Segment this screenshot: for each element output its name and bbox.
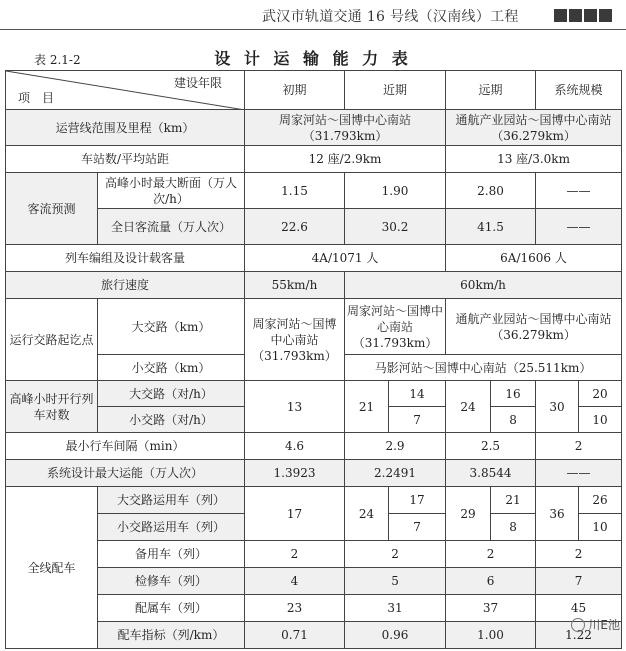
label-peak-flow: 高峰小时最大断面（万人次/h）	[98, 173, 245, 209]
small-route-rest: 马影河站～国博中心南站（25.511km）	[345, 355, 622, 381]
range-early-near: 周家河站～国博中心南站（31.793km）	[245, 110, 446, 146]
row-flow-daily	[6, 209, 622, 245]
big-route-early: 周家河站～国博中心南站（31.793km）	[245, 299, 345, 381]
table-title: 设 计 运 输 能 力 表	[214, 49, 412, 68]
fleet-far-small: 8	[491, 514, 536, 541]
col-near: 近期	[345, 71, 446, 110]
col-sys: 系统规模	[536, 71, 622, 110]
headway-sys: 2	[536, 433, 622, 460]
row-flow-peak	[6, 173, 622, 209]
fleet-sys-total: 36	[536, 487, 579, 541]
index-near: 0.96	[345, 622, 446, 649]
label-small-route: 小交路（km）	[98, 355, 245, 381]
attached-far: 37	[446, 595, 536, 622]
daily-near: 30.2	[345, 209, 446, 245]
row-formation	[6, 245, 622, 272]
label-speed: 旅行速度	[6, 272, 245, 299]
headway-near: 2.9	[345, 433, 446, 460]
peak-far: 2.80	[446, 173, 536, 209]
pairs-near-small: 7	[389, 407, 446, 433]
label-pairs-big: 大交路（对/h）	[98, 381, 245, 407]
pairs-early: 13	[245, 381, 345, 433]
headway-early: 4.6	[245, 433, 345, 460]
capacity-sys: ——	[536, 460, 622, 487]
formation-early-near: 4A/1071 人	[245, 245, 446, 272]
label-pairs-small: 小交路（对/h）	[98, 407, 245, 433]
col-early: 初期	[245, 71, 345, 110]
label-attached: 配属车（列）	[98, 595, 245, 622]
pairs-sys-small: 10	[579, 407, 622, 433]
header-rule	[0, 29, 626, 30]
attached-early: 23	[245, 595, 345, 622]
label-index: 配车指标（列/km）	[98, 622, 245, 649]
group-fleet: 全线配车	[6, 487, 98, 649]
repair-early: 4	[245, 568, 345, 595]
row-stations	[6, 146, 622, 173]
header-decoration	[554, 9, 612, 22]
fleet-near-small: 7	[389, 514, 446, 541]
label-fleet-small: 小交路运用车（列）	[98, 514, 245, 541]
row-speed	[6, 272, 622, 299]
index-far: 1.00	[446, 622, 536, 649]
label-daily-flow: 全日客流量（万人次）	[98, 209, 245, 245]
row-pairs-big	[6, 381, 622, 407]
row-fleet-repair	[6, 568, 622, 595]
repair-near: 5	[345, 568, 446, 595]
repair-sys: 7	[536, 568, 622, 595]
row-range	[6, 110, 622, 146]
speed-rest: 60km/h	[345, 272, 622, 299]
label-headway: 最小行车间隔（min）	[6, 433, 245, 460]
index-early: 0.71	[245, 622, 345, 649]
capacity-early: 1.3923	[245, 460, 345, 487]
spare-near: 2	[345, 541, 446, 568]
watermark-text: 川E池	[588, 618, 620, 632]
row-headway	[6, 433, 622, 460]
row-fleet-attached	[6, 595, 622, 622]
stations-far-sys: 13 座/3.0km	[446, 146, 622, 173]
attached-near: 31	[345, 595, 446, 622]
label-fleet-big: 大交路运用车（列）	[98, 487, 245, 514]
running-header: 武汉市轨道交通 16 号线（汉南线）工程	[262, 9, 519, 25]
peak-sys: ——	[536, 173, 622, 209]
peak-near: 1.90	[345, 173, 446, 209]
fleet-early-use: 17	[245, 487, 345, 541]
capacity-far: 3.8544	[446, 460, 536, 487]
attached-sys: 45	[536, 595, 622, 622]
fleet-far-total: 29	[446, 487, 491, 541]
stations-early-near: 12 座/2.9km	[245, 146, 446, 173]
formation-far-sys: 6A/1606 人	[446, 245, 622, 272]
label-big-route: 大交路（km）	[98, 299, 245, 355]
spare-sys: 2	[536, 541, 622, 568]
table-number: 表 2.1-2	[34, 53, 81, 67]
range-far-sys: 通航产业园站～国博中心南站（36.279km）	[446, 110, 622, 146]
label-stations: 车站数/平均站距	[6, 146, 245, 173]
capacity-table	[5, 70, 622, 649]
label-range: 运营线范围及里程（km）	[6, 110, 245, 146]
big-route-near: 周家河站～国博中心南站（31.793km）	[345, 299, 446, 355]
headway-far: 2.5	[446, 433, 536, 460]
row-fleet-index	[6, 622, 622, 649]
pairs-near-big: 14	[389, 381, 446, 407]
pairs-near-total: 21	[345, 381, 389, 433]
fleet-far-big: 21	[491, 487, 536, 514]
daily-sys: ——	[536, 209, 622, 245]
corner-bottom-label: 项 目	[18, 91, 55, 105]
speed-early: 55km/h	[245, 272, 345, 299]
corner-top-label: 建设年限	[173, 76, 222, 90]
peak-early: 1.15	[245, 173, 345, 209]
group-pairs: 高峰小时开行列车对数	[6, 381, 98, 433]
fleet-sys-big: 26	[579, 487, 622, 514]
index-sys: 1.22	[536, 622, 622, 649]
label-formation: 列车编组及设计载客量	[6, 245, 245, 272]
fleet-sys-small: 10	[579, 514, 622, 541]
fleet-near-total: 24	[345, 487, 389, 541]
header-row	[6, 71, 622, 110]
pairs-sys-big: 20	[579, 381, 622, 407]
corner-cell	[6, 71, 245, 110]
pairs-sys-total: 30	[536, 381, 579, 433]
big-route-far-sys: 通航产业园站～国博中心南站（36.279km）	[446, 299, 622, 355]
group-routing: 运行交路起讫点	[6, 299, 98, 381]
daily-early: 22.6	[245, 209, 345, 245]
pairs-far-total: 24	[446, 381, 491, 433]
daily-far: 41.5	[446, 209, 536, 245]
spare-early: 2	[245, 541, 345, 568]
col-far: 远期	[446, 71, 536, 110]
row-fleet-big	[6, 487, 622, 514]
row-capacity	[6, 460, 622, 487]
row-fleet-spare	[6, 541, 622, 568]
repair-far: 6	[446, 568, 536, 595]
group-flow: 客流预测	[6, 173, 98, 245]
label-capacity: 系统设计最大运能（万人次）	[6, 460, 245, 487]
spare-far: 2	[446, 541, 536, 568]
fleet-near-big: 17	[389, 487, 446, 514]
watermark	[571, 616, 620, 633]
row-routing-big	[6, 299, 622, 355]
pairs-far-big: 16	[491, 381, 536, 407]
label-repair: 检修车（列）	[98, 568, 245, 595]
pairs-far-small: 8	[491, 407, 536, 433]
watermark-icon	[571, 618, 585, 632]
label-spare: 备用车（列）	[98, 541, 245, 568]
capacity-near: 2.2491	[345, 460, 446, 487]
